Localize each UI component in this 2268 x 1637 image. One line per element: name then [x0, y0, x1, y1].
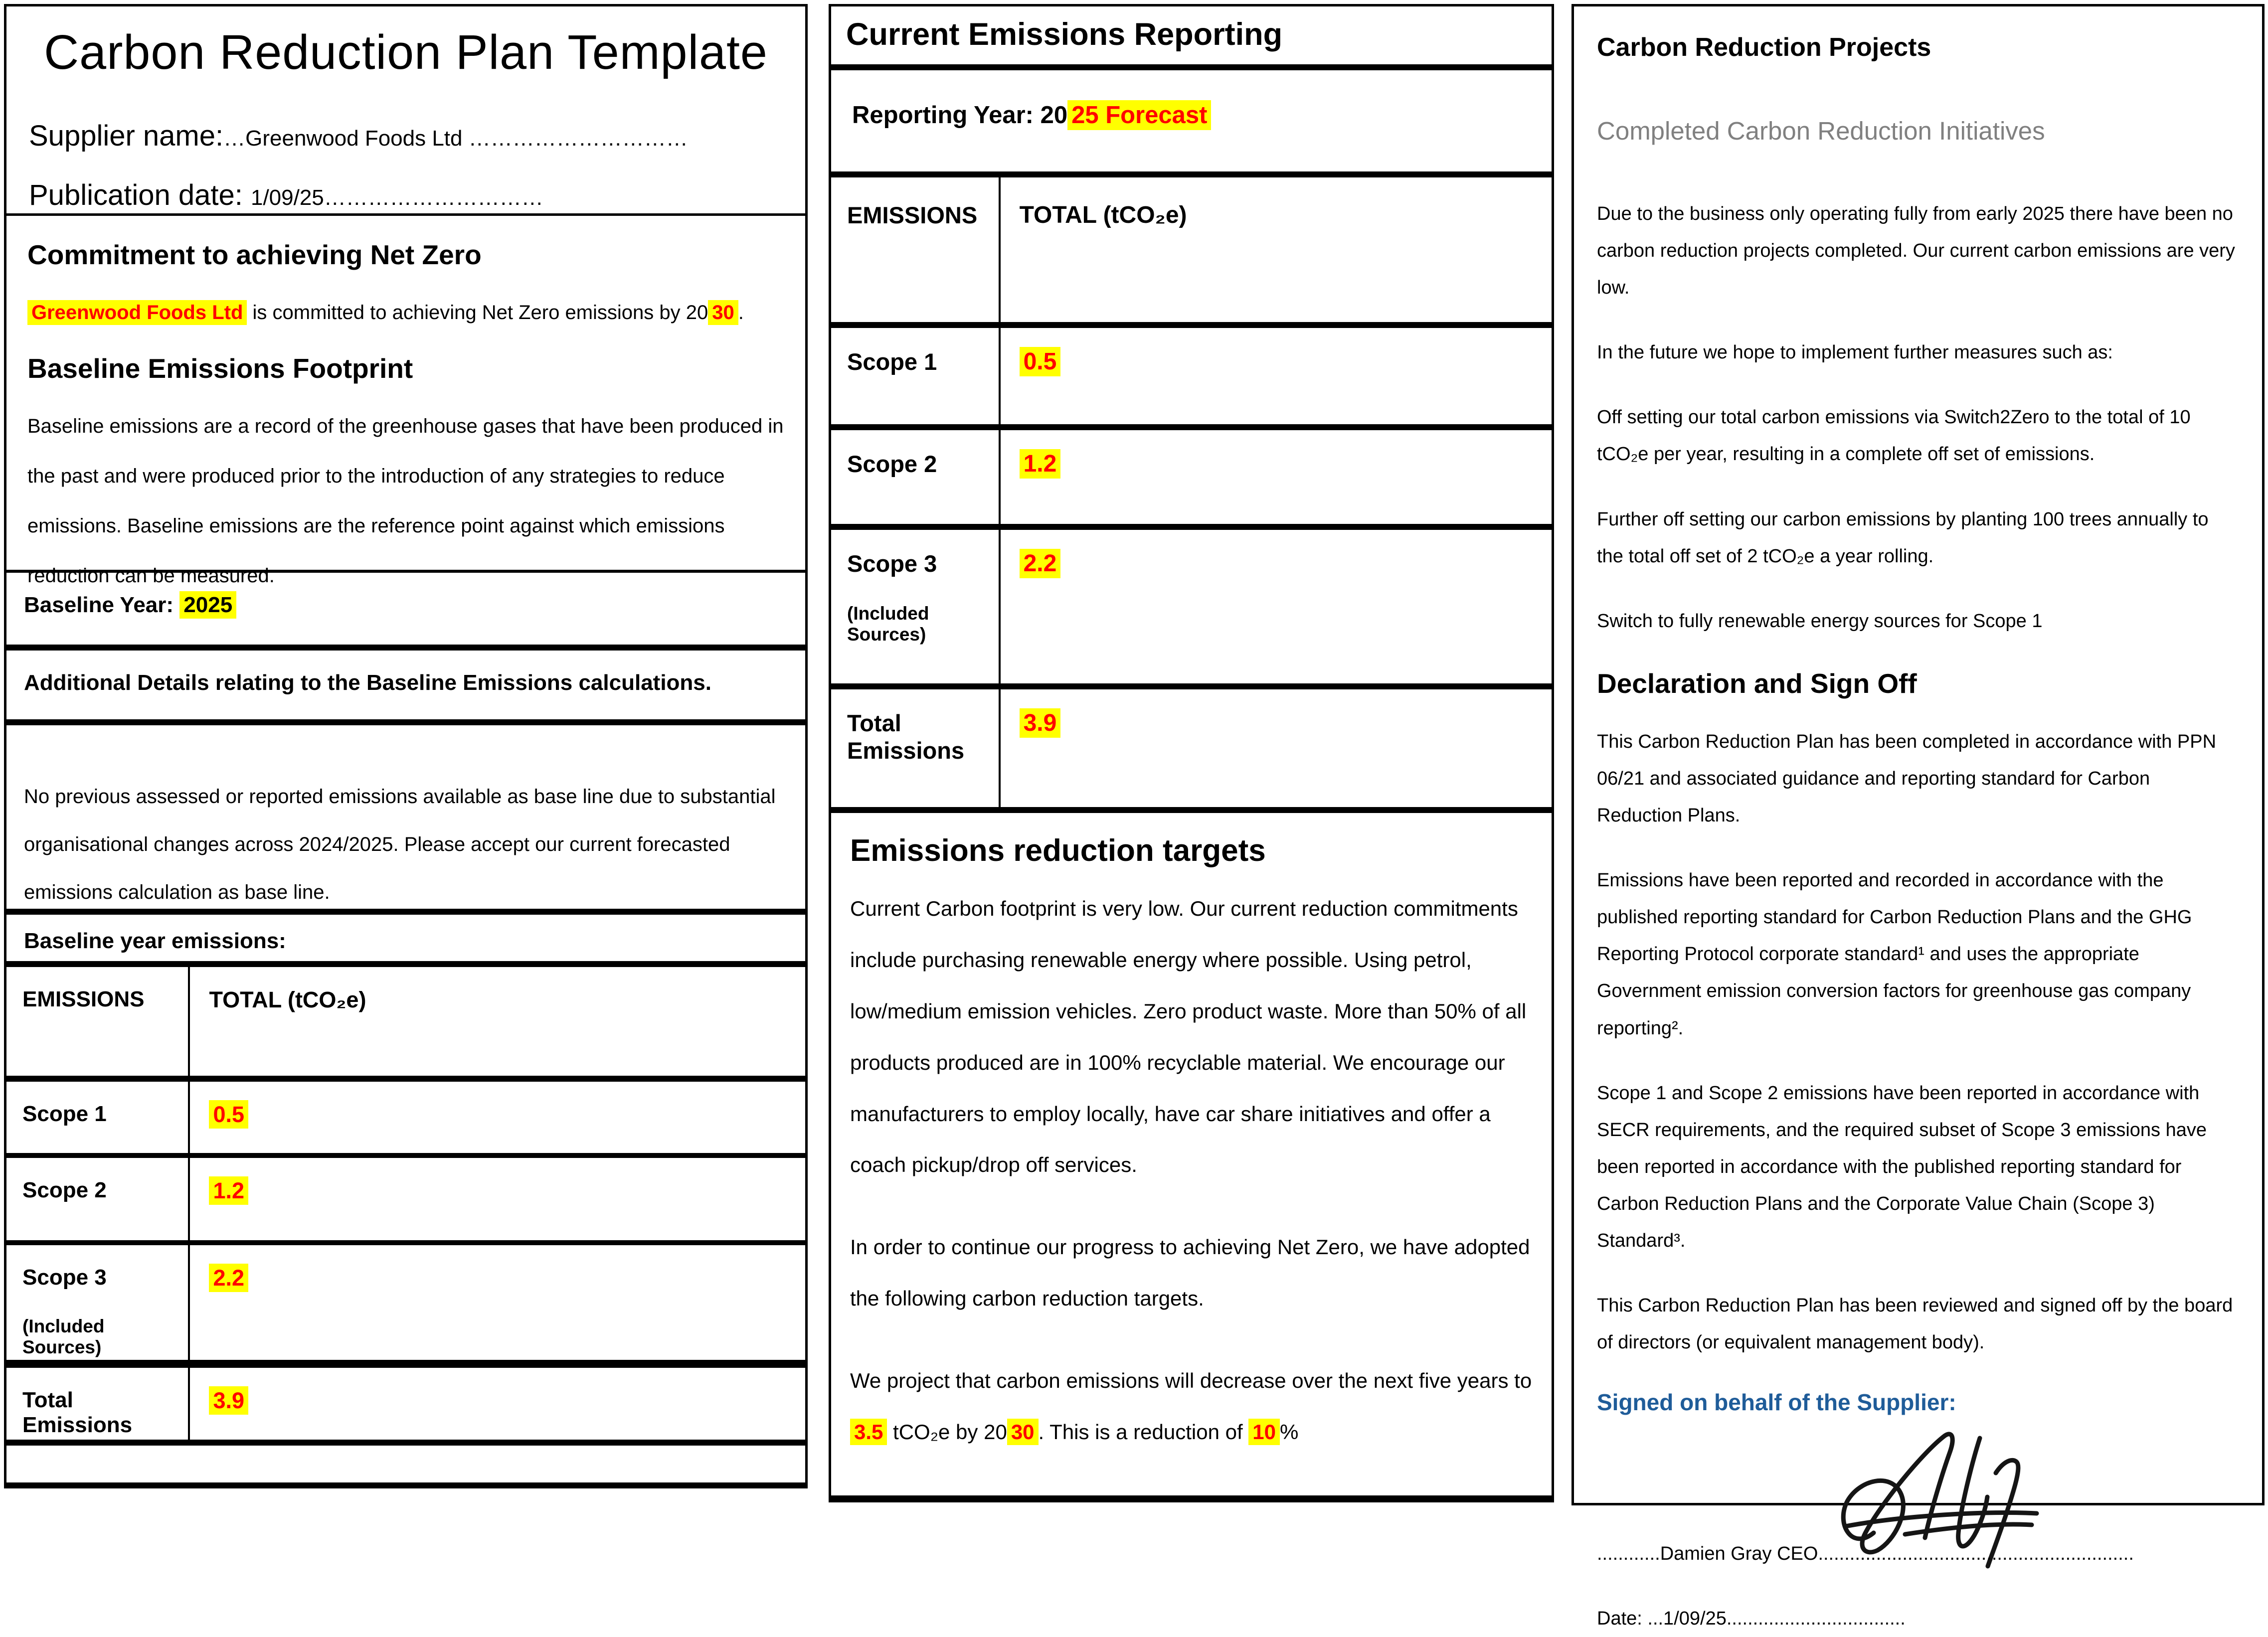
declaration-paragraph-1: This Carbon Reduction Plan has been completed in accordance with PPN 06/21 and associated guidance and reporting standard for Carbon Reduction Plans. [1597, 731, 2217, 826]
scope3-included-sources: (Included Sources) [847, 603, 929, 645]
projection-percent-highlight: 10 [1248, 1419, 1280, 1445]
total-emissions-label: Total Emissions [6, 1368, 190, 1440]
page-carbon-reduction-plan [4, 4, 808, 1488]
scope1-value: 0.5 [209, 1100, 248, 1129]
reporting-year-value: 25 Forecast [1067, 100, 1211, 130]
scope2-value: 1.2 [209, 1176, 248, 1205]
intro-sections [6, 216, 805, 587]
signed-on-behalf-label: Signed on behalf of the Supplier: [1597, 1389, 1956, 1416]
scope1-value: 0.5 [1020, 347, 1061, 376]
emissions-reduction-targets-heading: Emissions reduction targets [850, 833, 1266, 868]
emissions-targets-section [831, 813, 1552, 1458]
page-current-emissions [829, 4, 1554, 1502]
baseline-emissions-table [6, 961, 805, 1446]
table-row-scope1 [831, 322, 1552, 424]
projects-paragraph-2: In the future we hope to implement further measures such as: [1597, 342, 2113, 363]
table-row-scope2 [831, 424, 1552, 524]
commitment-heading: Commitment to achieving Net Zero [27, 239, 482, 270]
publication-date-value: 1/09/25………………………… [250, 185, 543, 210]
document-title: Carbon Reduction Plan Template [44, 25, 768, 79]
table-header-row [831, 177, 1552, 322]
scope2-label: Scope 2 [6, 1158, 190, 1240]
declaration-paragraph-3: Scope 1 and Scope 2 emissions have been reported in accordance with SECR requirements, and the required subset of Scope 3 emissions have been reported in accordance with the published reporting standard for Carbon Reduction Plans and the Corporate Value Chain (Scope 3) Standard³. [1597, 1082, 2207, 1251]
projects-paragraph-5: Switch to fully renewable energy sources for Scope 1 [1597, 610, 2043, 632]
baseline-year-label: Baseline Year: [24, 593, 180, 617]
declaration-paragraph-2: Emissions have been reported and recorded in accordance with the published reporting standard for Carbon Reduction Plans and the GHG Reporting Protocol corporate standard¹ and uses the appropriate Government emission conversion factors for greenhouse gas company reporting². [1597, 870, 2192, 1039]
projection-text-2: tCO₂e by 20 [887, 1420, 1007, 1444]
total-emissions-label: Total Emissions [831, 689, 1001, 807]
supplier-name-value: …Greenwood Foods Ltd ………………………… [223, 126, 688, 151]
emissions-column-header: EMISSIONS [6, 967, 190, 1076]
carbon-reduction-projects-heading: Carbon Reduction Projects [1597, 33, 1931, 62]
projects-paragraph-4: Further off setting our carbon emissions by planting 100 trees annually to the total off set of 2 tCO₂e a year rolling. [1597, 508, 2209, 567]
projects-paragraph-3: Off setting our total carbon emissions via Switch2Zero to the total of 10 tCO₂e per year, resulting in a complete off set of emissions. [1597, 407, 2191, 465]
projection-value-highlight: 3.5 [850, 1419, 887, 1445]
table-row-scope1 [6, 1076, 805, 1153]
targets-adopt-paragraph: In order to continue our progress to achieving Net Zero, we have adopted the following carbon reduction targets. [850, 1235, 1530, 1310]
declaration-heading: Declaration and Sign Off [1597, 667, 1917, 699]
table-row-scope3 [6, 1240, 805, 1360]
supplier-name-label: Supplier name: [29, 120, 224, 152]
projection-text-1: We project that carbon emissions will decrease over the next five years to [850, 1369, 1532, 1393]
targets-intro-paragraph: Current Carbon footprint is very low. Our current reduction commitments include purchasing renewable energy where possible. Using petrol, low/medium emission vehicles. Zero product waste. More than 50% of all products produced are in 100% recyclable material. We encourage our manufacturers to employ locally, have car share initiatives and offer a coach pickup/drop off services. [850, 897, 1527, 1177]
scope1-label: Scope 1 [831, 328, 1001, 424]
publication-date-line [29, 178, 783, 212]
commitment-text: is committed to achieving Net Zero emissions by 20 [247, 302, 708, 324]
table-row-scope2 [6, 1153, 805, 1240]
baseline-emissions-heading-row: Baseline year emissions: [6, 909, 805, 961]
table-row-total [6, 1360, 805, 1446]
current-emissions-table [831, 177, 1552, 813]
commitment-paragraph [27, 288, 784, 337]
total-emissions-value: 3.9 [209, 1386, 248, 1415]
scope3-label: Scope 3 [847, 550, 937, 577]
signatory-line: ............Damien Gray CEO............................................................ [1597, 1543, 2134, 1565]
table-row-scope3 [831, 524, 1552, 683]
total-column-header: TOTAL (tCO₂e) [1019, 202, 1187, 228]
reporting-year-row [831, 70, 1552, 177]
table-row-total [831, 683, 1552, 813]
declaration-paragraph-4: This Carbon Reduction Plan has been reviewed and signed off by the board of directors (or equivalent management body). [1597, 1295, 2233, 1353]
supplier-name-highlight: Greenwood Foods Ltd [27, 300, 247, 325]
net-zero-year-highlight: 30 [708, 300, 738, 325]
projection-paragraph [850, 1355, 1533, 1458]
publication-date-label: Publication date: [29, 179, 251, 211]
baseline-intro-paragraph: Baseline emissions are a record of the greenhouse gases that have been produced in the past and were produced prior to the introduction of any strategies to reduce emissions. Baseline emissions are the reference point against which emissions reduction can be measured. [27, 415, 784, 587]
scope2-value: 1.2 [1020, 449, 1061, 479]
scope3-included-sources: (Included Sources) [22, 1316, 105, 1357]
total-emissions-value: 3.9 [1020, 708, 1061, 738]
scope1-label: Scope 1 [6, 1082, 190, 1153]
projection-text-3: . This is a reduction of [1038, 1420, 1249, 1444]
projection-text-4: % [1280, 1420, 1299, 1444]
total-column-header: TOTAL (tCO₂e) [209, 987, 366, 1012]
current-emissions-heading: Current Emissions Reporting [831, 6, 1552, 70]
scope3-label: Scope 3 [22, 1265, 107, 1290]
additional-details-row: Additional Details relating to the Baseline Emissions calculations. [6, 645, 805, 719]
commitment-period: . [738, 302, 744, 324]
baseline-notes-row: No previous assessed or reported emissions available as base line due to substantial organisational changes across 2024/2025. Please accept our current forecasted emissions calculation as base line. [6, 719, 805, 909]
completed-initiatives-subheading: Completed Carbon Reduction Initiatives [1597, 117, 2045, 145]
table-header-row [6, 961, 805, 1076]
scope2-label: Scope 2 [831, 430, 1001, 524]
reporting-year-label: Reporting Year: 20 [852, 102, 1068, 129]
baseline-year-value: 2025 [179, 591, 236, 619]
supplier-name-line [29, 119, 783, 153]
title-block [6, 6, 805, 216]
scope3-value: 2.2 [209, 1264, 248, 1292]
scope3-value: 2.2 [1020, 549, 1061, 578]
projection-year-highlight: 30 [1007, 1419, 1039, 1445]
emissions-column-header: EMISSIONS [831, 177, 1001, 322]
projects-paragraph-1: Due to the business only operating fully from early 2025 there have been no carbon reduction projects completed. Our current carbon emissions are very low. [1597, 203, 2235, 299]
baseline-footprint-heading: Baseline Emissions Footprint [27, 353, 413, 384]
page-projects-and-signoff [1571, 4, 2265, 1630]
date-line: Date: ...1/09/25.................................. [1597, 1608, 1906, 1630]
